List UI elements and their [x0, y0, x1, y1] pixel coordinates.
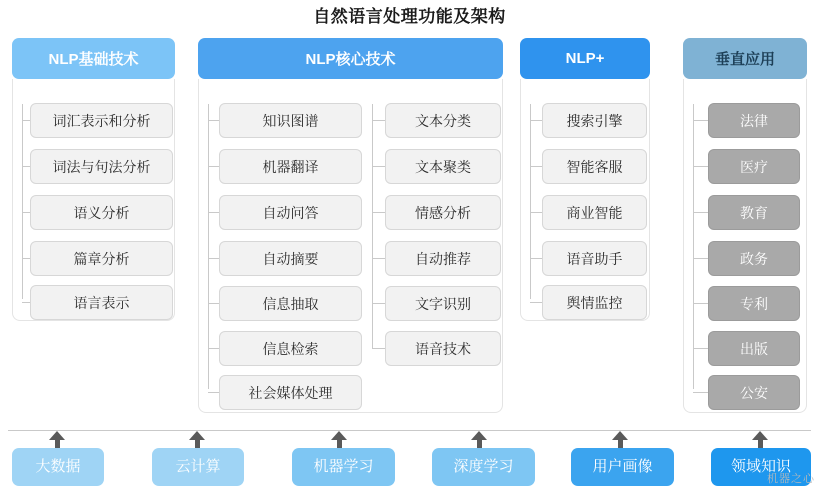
- connector-core-r2: [372, 166, 386, 167]
- connector-trunk-basic: [22, 104, 23, 299]
- foundation-item-2[interactable]: 云计算: [152, 448, 244, 486]
- connector-vertical-5: [693, 303, 709, 304]
- plus-item-1[interactable]: 搜索引擎: [542, 103, 647, 138]
- vertical-item-2[interactable]: 医疗: [708, 149, 800, 184]
- foundation-axis: [8, 430, 811, 431]
- connector-vertical-1: [693, 120, 709, 121]
- core-left-item-6[interactable]: 信息检索: [219, 331, 362, 366]
- foundation-item-6[interactable]: 领域知识: [711, 448, 811, 486]
- column-header-basic[interactable]: NLP基础技术: [12, 38, 175, 79]
- vertical-item-3[interactable]: 教育: [708, 195, 800, 230]
- plus-item-2[interactable]: 智能客服: [542, 149, 647, 184]
- foundation-item-3[interactable]: 机器学习: [292, 448, 395, 486]
- connector-vertical-6: [693, 348, 709, 349]
- column-header-vertical[interactable]: 垂直应用: [683, 38, 807, 79]
- foundation-item-1[interactable]: 大数据: [12, 448, 104, 486]
- connector-vertical-2: [693, 166, 709, 167]
- column-header-plus[interactable]: NLP+: [520, 38, 650, 79]
- connector-core-r6: [372, 348, 386, 349]
- connector-core-r5: [372, 303, 386, 304]
- core-right-item-1[interactable]: 文本分类: [385, 103, 501, 138]
- connector-trunk-vertical: [693, 104, 694, 389]
- core-left-item-1[interactable]: 知识图谱: [219, 103, 362, 138]
- core-right-item-3[interactable]: 情感分析: [385, 195, 501, 230]
- basic-item-4[interactable]: 篇章分析: [30, 241, 173, 276]
- column-header-core[interactable]: NLP核心技术: [198, 38, 503, 79]
- connector-trunk-core-left: [208, 104, 209, 389]
- foundation-item-4[interactable]: 深度学习: [432, 448, 535, 486]
- basic-item-3[interactable]: 语义分析: [30, 195, 173, 230]
- connector-trunk-core-right: [372, 104, 373, 349]
- core-left-item-5[interactable]: 信息抽取: [219, 286, 362, 321]
- page-title: 自然语言处理功能及架构: [313, 7, 506, 26]
- connector-vertical-4: [693, 258, 709, 259]
- foundation-item-5[interactable]: 用户画像: [571, 448, 674, 486]
- vertical-item-7[interactable]: 公安: [708, 375, 800, 410]
- plus-item-5[interactable]: 舆情监控: [542, 285, 647, 320]
- connector-vertical-3: [693, 212, 709, 213]
- vertical-item-1[interactable]: 法律: [708, 103, 800, 138]
- core-right-item-5[interactable]: 文字识别: [385, 286, 501, 321]
- connector-core-r3: [372, 212, 386, 213]
- core-left-item-2[interactable]: 机器翻译: [219, 149, 362, 184]
- connector-trunk-plus: [530, 104, 531, 299]
- watermark-label: 机器之心: [767, 473, 815, 485]
- core-left-item-7[interactable]: 社会媒体处理: [219, 375, 362, 410]
- core-left-item-3[interactable]: 自动问答: [219, 195, 362, 230]
- vertical-item-5[interactable]: 专利: [708, 286, 800, 321]
- core-right-item-6[interactable]: 语音技术: [385, 331, 501, 366]
- basic-item-5[interactable]: 语言表示: [30, 285, 173, 320]
- connector-vertical-7: [693, 392, 709, 393]
- vertical-item-6[interactable]: 出版: [708, 331, 800, 366]
- plus-item-3[interactable]: 商业智能: [542, 195, 647, 230]
- basic-item-1[interactable]: 词汇表示和分析: [30, 103, 173, 138]
- plus-item-4[interactable]: 语音助手: [542, 241, 647, 276]
- basic-item-2[interactable]: 词法与句法分析: [30, 149, 173, 184]
- core-right-item-4[interactable]: 自动推荐: [385, 241, 501, 276]
- connector-core-r1: [372, 120, 386, 121]
- connector-core-r4: [372, 258, 386, 259]
- core-right-item-2[interactable]: 文本聚类: [385, 149, 501, 184]
- core-left-item-4[interactable]: 自动摘要: [219, 241, 362, 276]
- vertical-item-4[interactable]: 政务: [708, 241, 800, 276]
